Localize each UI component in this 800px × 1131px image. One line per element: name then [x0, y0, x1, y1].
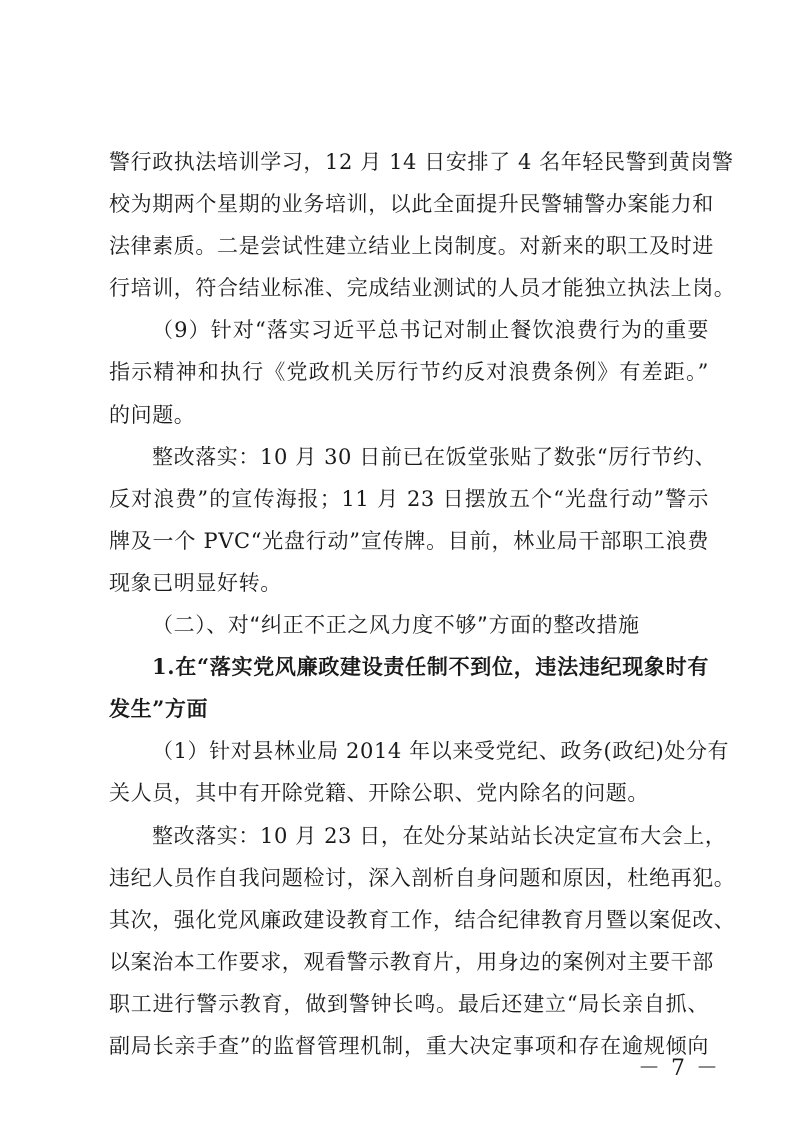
body-text-line: 法律素质。二是尝试性建立结业上岗制度。对新来的职工及时进	[109, 234, 714, 258]
subsection-heading: 1.在“落实党风廉政建设责任制不到位，违法违纪现象时有	[152, 654, 709, 679]
body-text-line: 关人员，其中有开除党籍、开除公职、党内除名的问题。	[109, 781, 649, 805]
body-text-line: 违纪人员作自我问题检讨，深入剖析自身问题和原因，杜绝再犯。	[109, 866, 736, 890]
section-heading: （二）、对“纠正不正之风力度不够”方面的整改措施	[152, 613, 640, 637]
body-text-line: 以案治本工作要求，观看警示教育片，用身边的案例对主要干部	[109, 950, 714, 974]
subsection-heading: 发生”方面	[109, 696, 209, 721]
body-text-line: 校为期两个星期的业务培训，以此全面提升民警辅警办案能力和	[109, 192, 714, 216]
body-text-line: 的问题。	[109, 403, 196, 427]
body-text-line: 职工进行警示教育，做到警钟长鸣。最后还建立“局长亲自抓、	[109, 992, 709, 1016]
body-text-line: 反对浪费”的宣传海报；11 月 23 日摆放五个“光盘行动”警示	[109, 487, 709, 511]
body-text-line: 牌及一个 PVC“光盘行动”宣传牌。目前，林业局干部职工浪费	[109, 529, 709, 553]
body-text-line: 其次，强化党风廉政建设教育工作，结合纪律教育月暨以案促改、	[109, 908, 736, 932]
body-text-line: 整改落实：10 月 30 日前已在饭堂张贴了数张“厉行节约、	[152, 445, 717, 469]
body-text-line: 整改落实：10 月 23 日，在处分某站站长决定宣布大会上，	[152, 824, 727, 848]
body-text-line: 警行政执法培训学习，12 月 14 日安排了 4 名年轻民警到黄岗警	[109, 150, 734, 174]
body-text-line: 行培训，符合结业标准、完成结业测试的人员才能独立执法上岗。	[109, 276, 736, 300]
page-number: － 7 －	[638, 1056, 720, 1081]
body-text-line: （1）针对县林业局 2014 年以来受党纪、政务(政纪)处分有	[152, 739, 730, 763]
section-item-title: （9）针对“落实习近平总书记对制止餐饮浪费行为的重要	[152, 318, 709, 342]
body-text-line: 现象已明显好转。	[109, 571, 282, 595]
body-text-line: 指示精神和执行《党政机关厉行节约反对浪费条例》有差距。”	[109, 360, 709, 384]
body-text-line: 副局长亲手查”的监督管理机制，重大决定事项和存在逾规倾向	[109, 1034, 709, 1058]
